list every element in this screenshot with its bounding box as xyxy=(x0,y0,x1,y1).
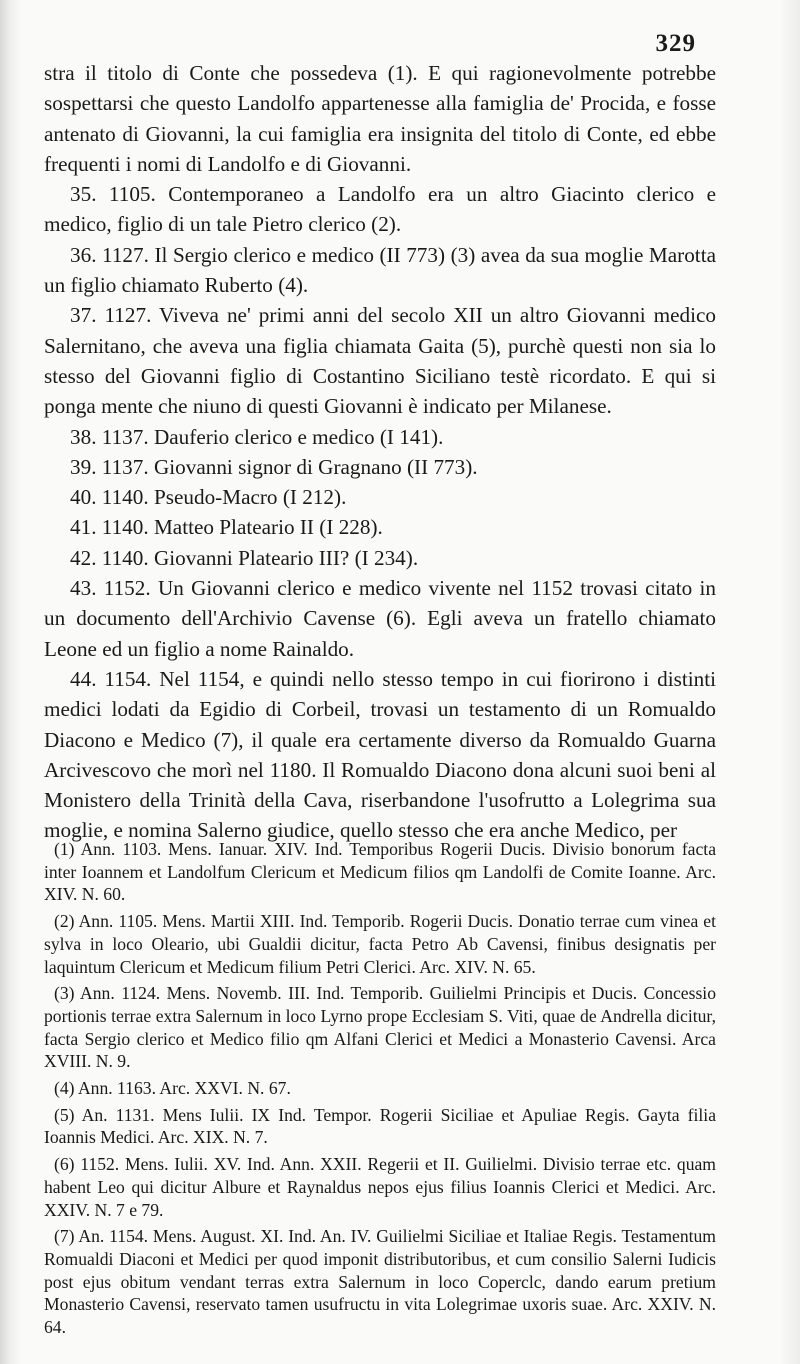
footnote-3: (3) Ann. 1124. Mens. Novemb. III. Ind. Temporib. Guilielmi Principis et Ducis. Concessio portionis terrae extra Salernum in loco Lyrno prope Ecclesiam S. Viti, quae de Andrella dicitur, facta Sergio clerico et Medico filio qm Alfani Clerici et Medici a Monasterio Cavensi. Arca XVIII. N. 9. xyxy=(44,983,716,1072)
entry-35: 35. 1105. Contemporaneo a Landolfo era un altro Giacinto clerico e medico, figlio di un tale Pietro clerico (2). xyxy=(44,182,716,237)
footnote-4: (4) Ann. 1163. Arc. XXVI. N. 67. xyxy=(54,1078,291,1099)
footnote-2: (2) Ann. 1105. Mens. Martii XIII. Ind. Temporib. Rogerii Ducis. Donatio terrae cum vinea et sylva in loco Oleario, ubi Gualdii dicitur, facta Petro Ab Cavensi, finibus designatis per laquintum Clericum et Medicum filium Petri Clerici. Arc. XIV. N. 65. xyxy=(44,911,716,977)
entry-40: 40. 1140. Pseudo-Macro (I 212). xyxy=(70,485,347,510)
footnote-7: (7) An. 1154. Mens. August. XI. Ind. An. IV. Guilielmi Siciliae et Italiae Regis. Testamentum Romualdi Diaconi et Medici per quod imponit distributoribus, et cum consilio Salerni Iudicis post ejus obitum vendant terras extra Salernum in loco Coperclc, dando earum pretium Monasterio Cavensi, reservato tamen usufructu in vita Lolegrimae uxoris suae. Arc. XXIV. N. 64. xyxy=(44,1226,716,1338)
page-number: 329 xyxy=(655,30,696,57)
entry-41: 41. 1140. Matteo Plateario II (I 228). xyxy=(70,515,383,540)
main-text xyxy=(44,58,716,846)
footnote-1: (1) Ann. 1103. Mens. Ianuar. XIV. Ind. Temporibus Rogerii Ducis. Divisio bonorum facta inter Ioannem et Landolfum Clericum et Medicum filios qm Landolfi de Comite Ioanne. Arc. XIV. N. 60. xyxy=(44,839,716,905)
entry-39: 39. 1137. Giovanni signor di Gragnano (II 773). xyxy=(70,454,478,479)
entry-44: 44. 1154. Nel 1154, e quindi nello stesso tempo in cui fiorirono i distinti medici lodati da Egidio di Corbeil, trovasi un testamento di un Romualdo Diacono e Medico (7), il quale era certamente diverso da Romualdo Guarna Arcivescovo che morì nel 1180. Il Romualdo Diacono dona alcuni suoi beni al Monistero della Trinità della Cava, riserbandone l'usofrutto a Lolegrima sua moglie, e nomina Salerno giudice, quello stesso che era anche Medico, per xyxy=(44,666,716,843)
footnote-5: (5) An. 1131. Mens Iulii. IX Ind. Tempor. Rogerii Siciliae et Apuliae Regis. Gayta filia Ioannis Medici. Arc. XIX. N. 7. xyxy=(44,1104,716,1148)
paragraph-continuation: stra il titolo di Conte che possedeva (1). E qui ragionevolmente potrebbe sospettarsi che questo Landolfo appartenesse alla famiglia de' Procida, e fosse antenato di Giovanni, la cui famiglia era insignita del titolo di Conte, ed ebbe frequenti i nomi di Landolfo e di Giovanni. xyxy=(44,61,716,176)
entry-37: 37. 1127. Viveva ne' primi anni del secolo XII un altro Giovanni medico Salernitano, che aveva una figlia chiamata Gaita (5), purchè questi non sia lo stesso del Giovanni figlio di Costantino Siciliano testè ricordato. E qui si ponga mente che niuno di questi Giovanni è indicato per Milanese. xyxy=(44,303,716,419)
entry-42: 42. 1140. Giovanni Plateario III? (I 234). xyxy=(70,545,419,570)
entry-43: 43. 1152. Un Giovanni clerico e medico vivente nel 1152 trovasi citato in un documento dell'Archivio Cavense (6). Egli aveva un fratello chiamato Leone ed un figlio a nome Rainaldo. xyxy=(44,576,716,661)
footnotes xyxy=(44,838,716,1343)
footnote-6: (6) 1152. Mens. Iulii. XV. Ind. Ann. XXII. Regerii et II. Guilielmi. Divisio terrae etc. quam habent Leo qui dicitur Albure et Raynaldus nepos ejus filius Ioannis Clerici et Medici. Arc. XXIV. N. 7 e 79. xyxy=(44,1154,716,1220)
entry-36: 36. 1127. Il Sergio clerico e medico (II 773) (3) avea da sua moglie Marotta un figlio chiamato Ruberto (4). xyxy=(44,242,716,298)
entry-38: 38. 1137. Dauferio clerico e medico (I 141). xyxy=(70,424,444,449)
